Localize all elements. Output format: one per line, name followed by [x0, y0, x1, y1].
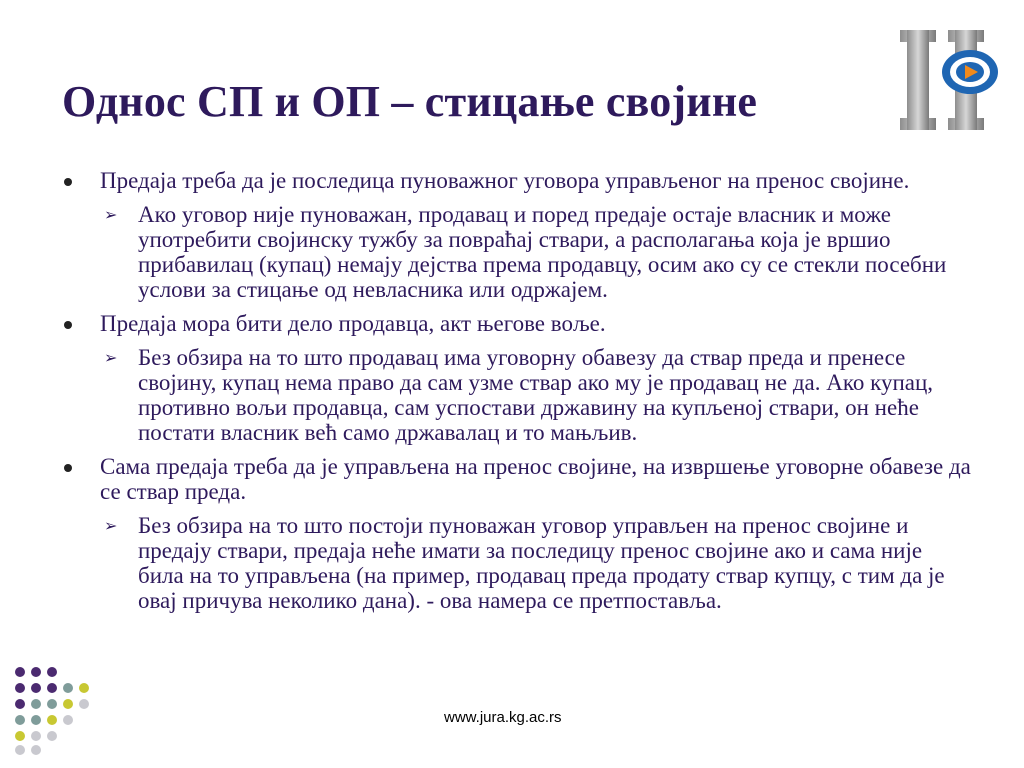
bullet-text: Предаја треба да је последица пуноважног уговора управљеног на пренос својине. [100, 168, 910, 193]
bullet-item [100, 454, 980, 504]
bullet-item [100, 311, 980, 336]
slide-body [0, 168, 1024, 622]
sub-bullet-text: Ако уговор није пуноважан, продавац и поред предаје остаје власник и може употребити својинску тужбу за повраћај ствари, а располагања која је вршио прибавилац (купац) немају дејства према продавцу, осим ако су се стекли посебни услови за стицање од невласника или одржајем. [138, 202, 947, 302]
dot-grid-decoration-icon [14, 666, 94, 756]
round-bullet-icon [64, 321, 72, 329]
round-bullet-icon [64, 464, 72, 472]
sub-bullet-text: Без обзира на то што продавац има уговорну обавезу да ствар преда и пренесе својину, купац нема право да сам узме ствар ако му је продавац не да. Ако купац, противно вољи продавца, сам успостави државину на купљеној ствари, он неће постати власник већ само државалац и то мањљив. [138, 345, 934, 445]
sub-bullet-item [104, 513, 968, 613]
round-bullet-icon [64, 178, 72, 186]
sub-bullet-item [104, 345, 968, 445]
bullet-text: Предаја мора бити дело продавца, акт његове воље. [100, 311, 606, 336]
sub-bullet-text: Без обзира на то што постоји пуноважан уговор управљен на пренос својине и предају ствари, предаја неће имати за последицу пренос својине ако и сама није била на то управљена (на пример, продавац преда продату ствар купцу, с тим да је овај причува неколико дана). - ова намера се претпоставља. [138, 513, 945, 613]
arrow-bullet-icon: ➢ [104, 516, 118, 535]
bullet-text: Сама предаја треба да је управљена на пренос својине, на извршење уговорне обавезе да се ствар преда. [100, 454, 971, 504]
arrow-bullet-icon: ➢ [104, 205, 118, 224]
bullet-item [100, 168, 980, 193]
arrow-bullet-icon: ➢ [104, 348, 118, 367]
law-faculty-logo-icon [896, 26, 1008, 136]
footer-url: www.jura.kg.ac.rs [444, 709, 562, 726]
slide-title: Однос СП и ОП – стицање својине [62, 77, 758, 126]
sub-bullet-item [104, 202, 968, 302]
